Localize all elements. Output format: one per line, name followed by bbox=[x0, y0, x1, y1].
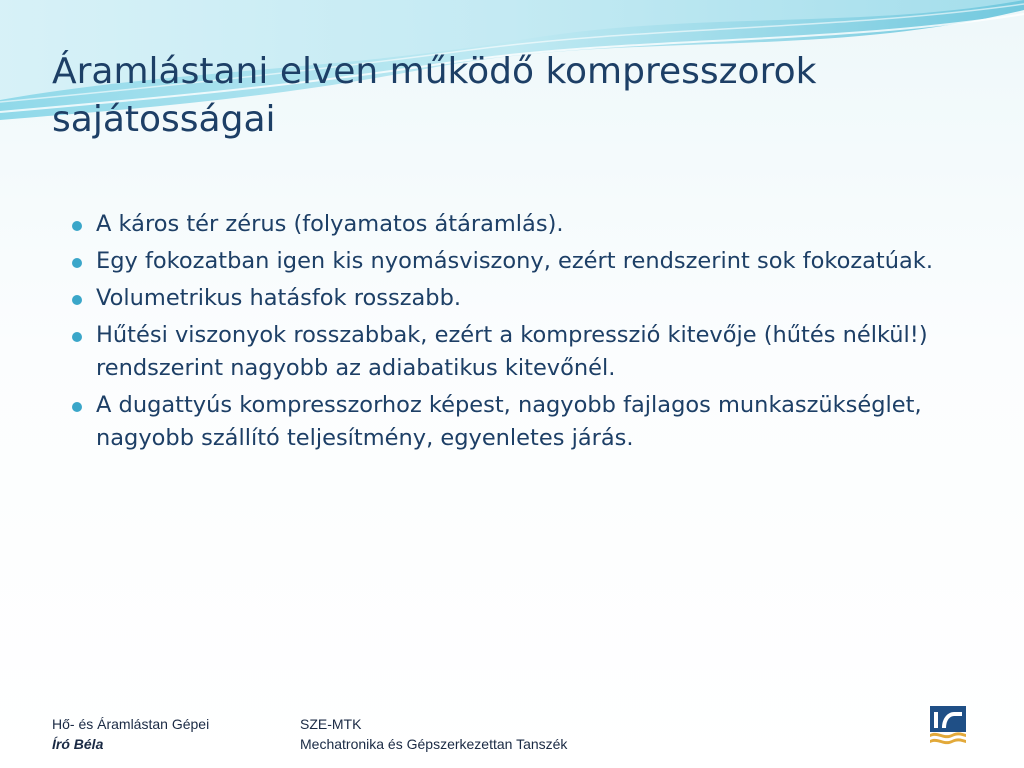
university-logo-icon bbox=[928, 704, 968, 748]
footer-course-info bbox=[52, 714, 209, 754]
footer-org-info bbox=[300, 714, 567, 754]
bullet-dot-icon bbox=[72, 221, 82, 231]
bullet-dot-icon bbox=[72, 295, 82, 305]
slide-title-line-1: Áramlástani elven működő kompresszorok bbox=[52, 51, 817, 92]
bullet-dot-icon bbox=[72, 258, 82, 268]
bullet-text: A dugattyús kompresszorhoz képest, nagyobb fajlagos munkaszükséglet, nagyobb szállító teljesítmény, egyenletes járás. bbox=[96, 392, 922, 451]
bullet-text: Hűtési viszonyok rosszabbak, ezért a kompresszió kitevője (hűtés nélkül!) rendszerint nagyobb az adiabatikus kitevőnél. bbox=[96, 322, 928, 381]
bullet-text: Volumetrikus hatásfok rosszabb. bbox=[96, 285, 462, 311]
bullet-item bbox=[72, 282, 952, 315]
bullet-item bbox=[72, 389, 952, 455]
slide-title bbox=[52, 48, 952, 144]
bullet-dot-icon bbox=[72, 332, 82, 342]
bullet-item bbox=[72, 245, 952, 278]
bullet-text: A káros tér zérus (folyamatos átáramlás). bbox=[96, 211, 564, 237]
footer-org: SZE-MTK bbox=[300, 716, 362, 732]
bullet-item bbox=[72, 319, 952, 385]
bullet-list bbox=[72, 208, 952, 459]
footer-course: Hő- és Áramlástan Gépei bbox=[52, 716, 210, 732]
bullet-dot-icon bbox=[72, 402, 82, 412]
bullet-text: Egy fokozatban igen kis nyomásviszony, ezért rendszerint sok fokozatúak. bbox=[96, 248, 933, 274]
footer-department: Mechatronika és Gépszerkezettan Tanszék bbox=[300, 736, 568, 752]
bullet-item bbox=[72, 208, 952, 241]
footer-author: Író Béla bbox=[52, 736, 104, 752]
slide-title-line-2: sajátosságai bbox=[52, 99, 276, 140]
